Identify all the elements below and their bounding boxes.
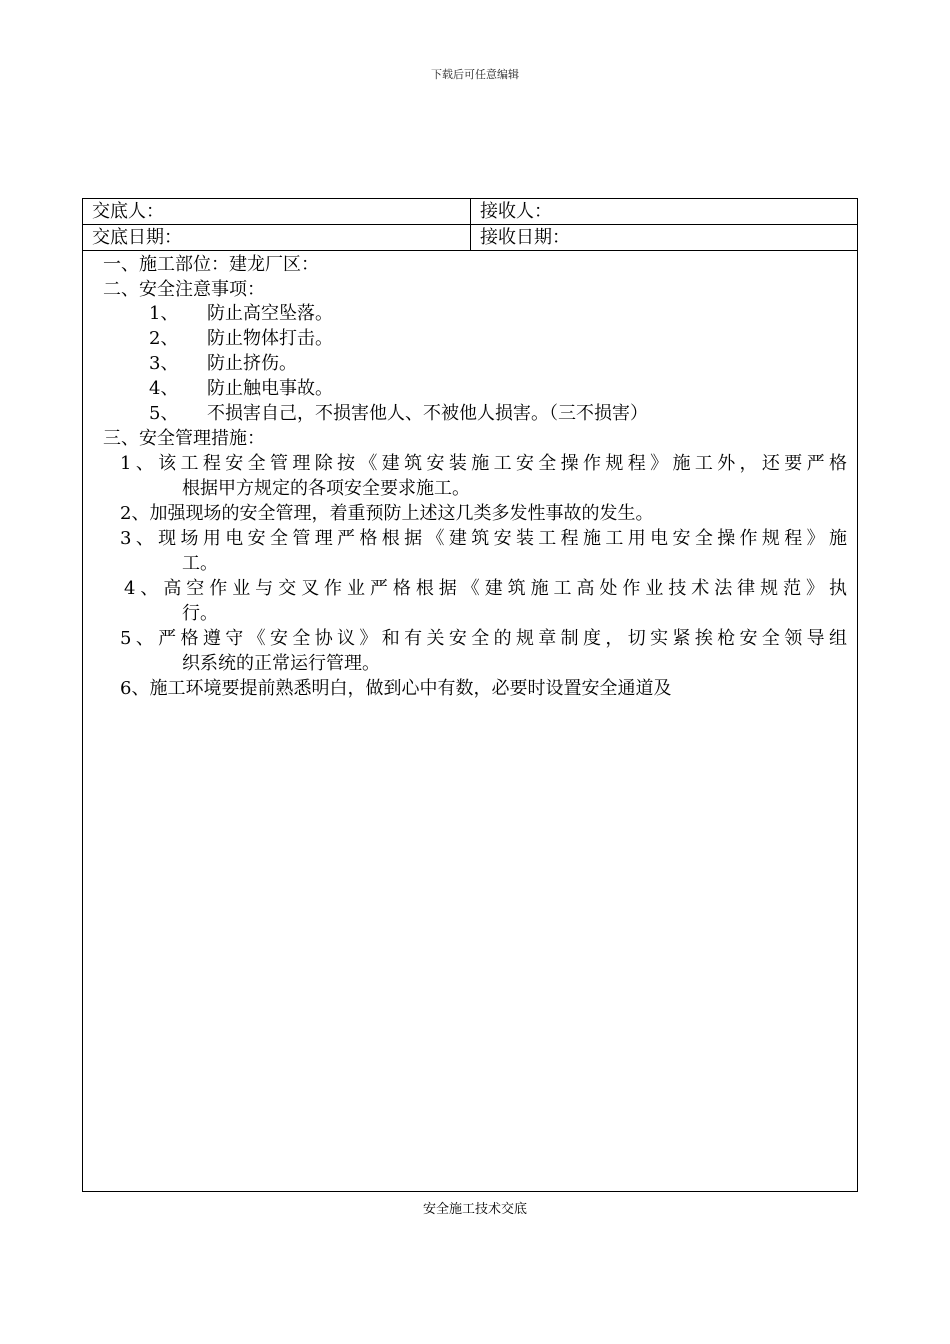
handover-person-label: 交底人： [83,199,471,224]
footer-title: 安全施工技术交底 [422,1202,527,1217]
measure-6: 6、施工环境要提前熟悉明白，做到心中有数，必要时设置安全通道及 [120,678,672,699]
section-safety-measures: 三、安全管理措施： [103,428,265,449]
measure-4-line-1: 4、高空作业与交叉作业严格根据《建筑施工高处作业技术法律规范》执 [124,578,847,599]
receive-date-label: 接收日期： [480,227,570,248]
list-item-text: 防止触电事故。 [207,378,333,399]
list-item-text: 防止挤伤。 [207,353,297,374]
measure-3-line-2: 工。 [182,553,218,574]
list-item-text: 防止高空坠落。 [207,303,333,324]
list-item: 4、 [149,378,179,399]
list-item: 5、 [149,403,179,424]
measure-1-line-2: 根据甲方规定的各项安全要求施工。 [182,478,470,499]
handover-table [82,198,858,1192]
list-item: 2、 [149,328,179,349]
list-item-text: 不损害自己，不损害他人、不被他人损害。（三不损害） [207,403,648,424]
measure-2: 2、加强现场的安全管理，着重预防上述这几类多发性事故的发生。 [120,503,654,524]
handover-date-label: 交底日期： [83,225,471,250]
measure-1-line-1: 1、该工程安全管理除按《建筑安装施工安全操作规程》施工外，还要严格 [120,453,847,474]
measure-3-line-1: 3、现场用电安全管理严格根据《建筑安装工程施工用电安全操作规程》施 [120,528,847,549]
measure-5-line-2: 织系统的正常运行管理。 [182,653,380,674]
list-item: 3、 [149,353,179,374]
table-row-dates [83,225,857,251]
section-construction-site: 一、施工部位：建龙厂区： [103,254,319,275]
measure-4-line-2: 行。 [182,603,218,624]
list-item: 1、 [149,303,179,324]
header-note: 下载后可任意编辑 [431,68,519,81]
list-item-text: 防止物体打击。 [207,328,333,349]
section-safety-notes: 二、安全注意事项： [103,279,265,300]
measure-5-line-1: 5、严格遵守《安全协议》和有关安全的规章制度，切实紧挨枪安全领导组 [120,628,847,649]
table-row-handover-person [83,199,857,225]
receiver-label: 接收人： [480,201,552,222]
